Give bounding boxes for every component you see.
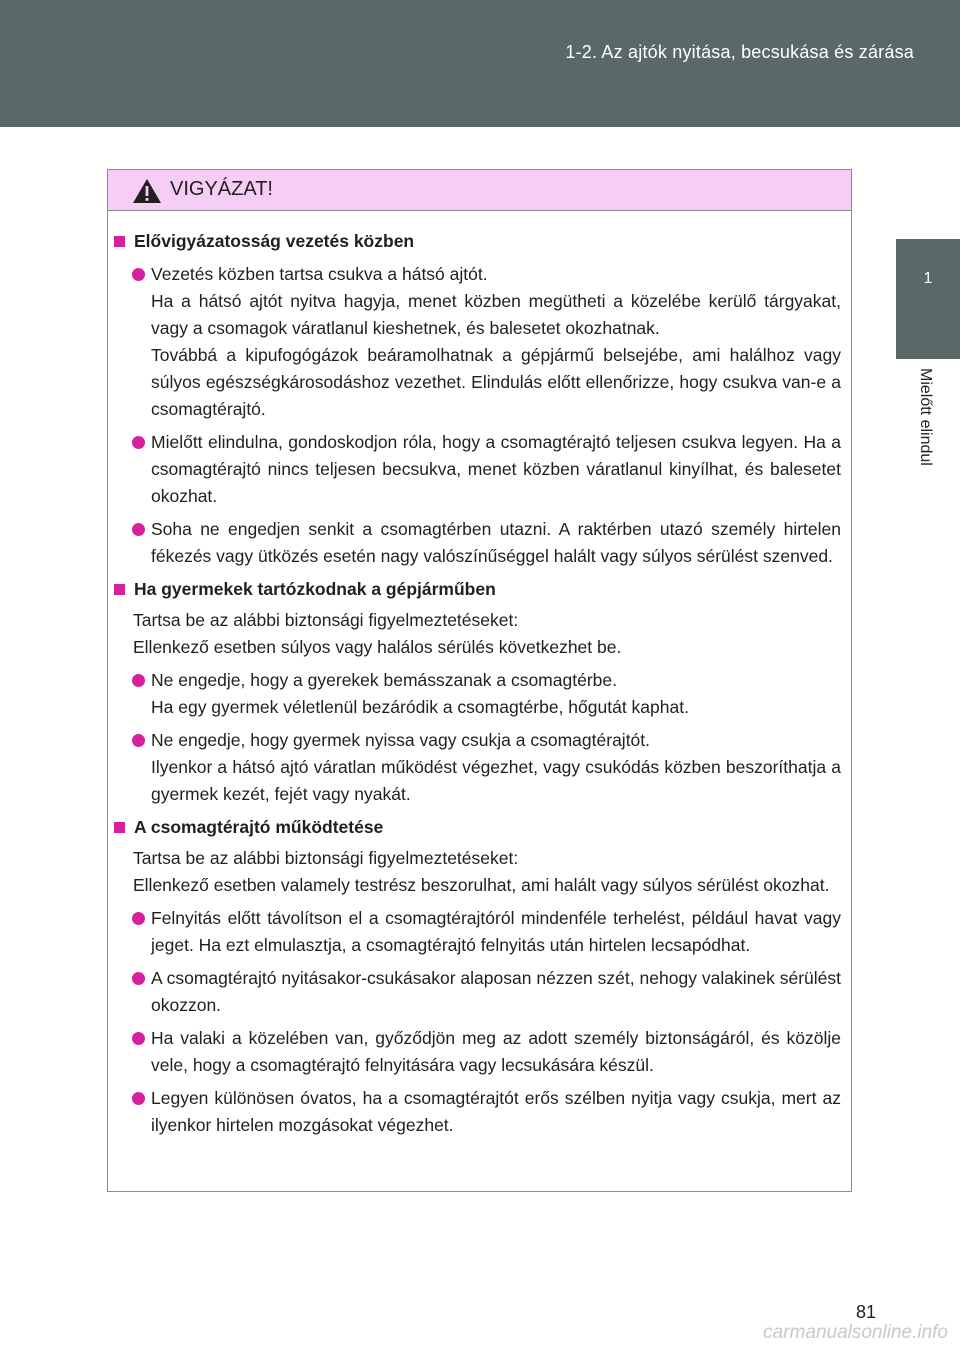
round-bullet-icon [132,1032,145,1045]
list-item: Legyen különösen óvatos, ha a csomagtérajtót erős szélben nyitja vagy csukja, mert az ilyenkor hirtelen mozgásokat végezhet. [108,1085,851,1139]
round-bullet-icon [132,436,145,449]
warning-title: VIGYÁZAT! [170,178,273,200]
chapter-title: 1-2. Az ajtók nyitása, becsukása és zárása [565,42,914,62]
section-heading: Elővigyázatosság vezetés közben [108,228,851,255]
list-item: Felnyitás előtt távolítson el a csomagtérajtóról mindenféle terhelést, például havat vagy jeget. Ha ezt elmulasztja, a csomagtérajtó felnyitás után hirtelen lecsapódhat. [108,905,851,959]
side-tab-number: 1 [923,270,933,287]
section-intro: Tartsa be az alábbi biztonsági figyelmeztetéseket: Ellenkező esetben súlyos vagy halálos sérülés következhet be. [133,610,622,657]
list-item: Vezetés közben tartsa csukva a hátsó ajtót. Ha a hátsó ajtót nyitva hagyja, menet közben megütheti a közelébe kerülő tárgyakat, vagy a csomagok váratlanul kieshetnek, és balesetet okozhatnak. Továbbá a kipufogógázok beáramolhatnak a gépjármű belsejébe, ami halálhoz vagy súlyos egészségkárosodáshoz vezethet. Elindulás előtt ellenőrizze, hogy csukva van-e a csomagtérajtó. [108,261,851,423]
round-bullet-icon [132,268,145,281]
section-intro: Tartsa be az alábbi biztonsági figyelmeztetéseket: Ellenkező esetben valamely testrész beszorulhat, ami halált vagy súlyos sérülést okozhat. [133,848,830,895]
watermark: carmanualsonline.info [763,1322,948,1343]
round-bullet-icon [132,912,145,925]
list-item: Ha valaki a közelében van, győződjön meg az adott személy biztonságáról, és közölje vele, hogy a csomagtérajtó felnyitására vagy lecsukására készül. [108,1025,851,1079]
header-bar [0,0,960,127]
warning-header [108,170,851,211]
round-bullet-icon [132,523,145,536]
round-bullet-icon [132,972,145,985]
side-tab-label: Mielőtt elindul [917,368,934,466]
section-heading: A csomagtérajtó működtetése [108,814,851,841]
round-bullet-icon [132,674,145,687]
round-bullet-icon [132,734,145,747]
warning-content [108,224,851,1139]
square-bullet-icon [114,584,125,595]
side-tab [896,239,960,359]
warning-triangle-icon [132,178,162,204]
side-tab-label-wrap [912,368,934,508]
list-item: Ne engedje, hogy a gyerekek bemásszanak a csomagtérbe. Ha egy gyermek véletlenül bezáródik a csomagtérbe, hőgutát kaphat. [108,667,851,721]
round-bullet-icon [132,1092,145,1105]
page-number: 81 [856,1302,877,1322]
list-item: Ne engedje, hogy gyermek nyissa vagy csukja a csomagtérajtót. Ilyenkor a hátsó ajtó váratlan működést végezhet, vagy csukódás közben beszoríthatja a gyermek kezét, fejét vagy nyakát. [108,727,851,808]
list-item: Mielőtt elindulna, gondoskodjon róla, hogy a csomagtérajtó teljesen csukva legyen. Ha a csomagtérajtó nincs teljesen becsukva, menet közben váratlanul kinyílhat, és balesetet okozhat. [108,429,851,510]
section-heading: Ha gyermekek tartózkodnak a gépjárműben [108,576,851,603]
list-item: A csomagtérajtó nyitásakor-csukásakor alaposan nézzen szét, nehogy valakinek sérülést okozzon. [108,965,851,1019]
list-item: Soha ne engedjen senkit a csomagtérben utazni. A raktérben utazó személy hirtelen fékezés vagy ütközés esetén nagy valószínűséggel halált vagy súlyos sérülést szenved. [108,516,851,570]
warning-box [107,169,852,1192]
square-bullet-icon [114,822,125,833]
square-bullet-icon [114,236,125,247]
